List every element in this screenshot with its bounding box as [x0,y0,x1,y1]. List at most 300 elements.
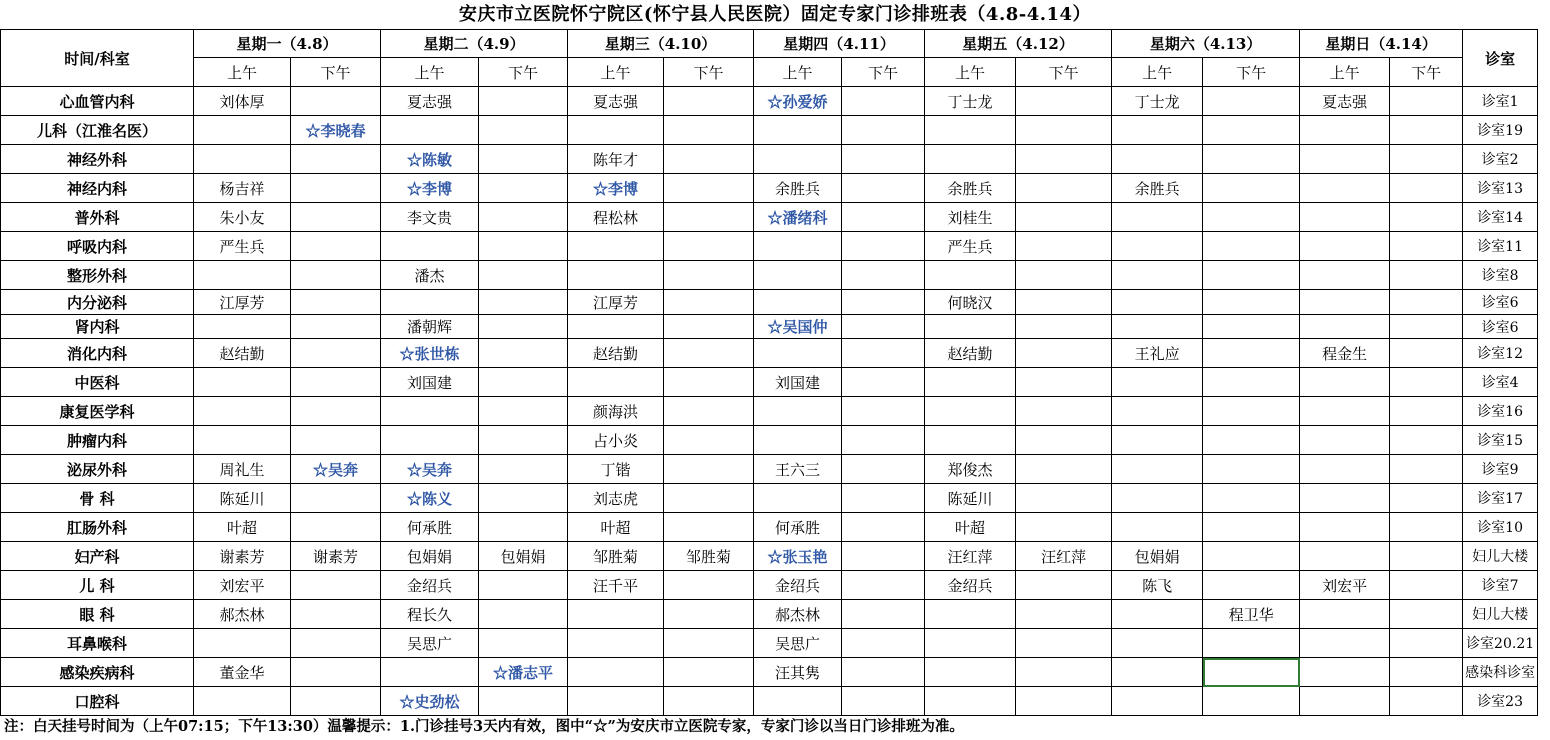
doctor-cell [479,145,568,174]
doctor-cell [291,658,381,687]
table-row [1,368,1550,397]
doctor-cell [1203,513,1300,542]
doctor-cell [1112,145,1203,174]
doctor-cell [1016,315,1112,339]
room-cell: 诊室10 [1463,513,1538,542]
doctor-cell [1390,571,1463,600]
doctor-cell [1016,397,1112,426]
doctor-cell: 汪其隽 [754,658,842,687]
doctor-cell [925,426,1016,455]
doctor-cell [842,116,925,145]
header-am: 上午 [194,58,291,87]
doctor-cell [291,397,381,426]
doctor-cell: 赵结勤 [194,339,291,368]
doctor-cell [291,315,381,339]
doctor-cell [1203,315,1300,339]
doctor-cell [664,145,754,174]
doctor-cell: ☆潘绪科 [754,203,842,232]
doctor-cell [194,629,291,658]
room-cell: 诊室1 [1463,87,1538,116]
doctor-cell: 陈年才 [568,145,664,174]
doctor-cell: ☆孙爱娇 [754,87,842,116]
doctor-cell: 包娟娟 [381,542,479,571]
doctor-cell [1300,426,1390,455]
doctor-cell [664,116,754,145]
doctor-cell [568,600,664,629]
doctor-cell [842,397,925,426]
doctor-cell [1016,484,1112,513]
doctor-cell [754,687,842,716]
table-row [1,397,1550,426]
doctor-cell [568,261,664,290]
doctor-cell: 郝杰林 [754,600,842,629]
doctor-cell [1300,513,1390,542]
doctor-cell: ☆李晓春 [291,116,381,145]
dept-cell: 耳鼻喉科 [1,629,194,658]
doctor-cell [1016,455,1112,484]
doctor-cell [754,145,842,174]
doctor-cell [1203,658,1300,687]
table-row [1,542,1550,571]
doctor-cell: 陈延川 [925,484,1016,513]
doctor-cell [291,232,381,261]
doctor-cell [194,116,291,145]
doctor-cell: 周礼生 [194,455,291,484]
doctor-cell [291,290,381,315]
schedule-table [0,29,1550,716]
doctor-cell [1300,600,1390,629]
doctor-cell [194,368,291,397]
doctor-cell [1203,455,1300,484]
doctor-cell [754,290,842,315]
doctor-cell [842,513,925,542]
doctor-cell: 潘杰 [381,261,479,290]
doctor-cell [568,368,664,397]
header-pm: 下午 [1203,58,1300,87]
room-cell: 妇儿大楼 [1463,600,1538,629]
header-day: 星期四（4.11） [754,30,925,58]
doctor-cell [291,368,381,397]
table-row [1,203,1550,232]
doctor-cell: 叶超 [194,513,291,542]
doctor-cell [291,261,381,290]
doctor-cell [1300,455,1390,484]
doctor-cell [925,397,1016,426]
doctor-cell: 丁锴 [568,455,664,484]
doctor-cell [479,339,568,368]
room-cell: 诊室14 [1463,203,1538,232]
doctor-cell [664,658,754,687]
doctor-cell [194,261,291,290]
doctor-cell [1390,145,1463,174]
dept-cell: 泌尿外科 [1,455,194,484]
room-cell: 诊室20.21 [1463,629,1538,658]
dept-cell: 肛肠外科 [1,513,194,542]
doctor-cell [479,203,568,232]
doctor-cell [1016,87,1112,116]
doctor-cell [664,290,754,315]
doctor-cell [1016,426,1112,455]
doctor-cell [1203,484,1300,513]
doctor-cell [1300,658,1390,687]
doctor-cell: 汪红萍 [1016,542,1112,571]
table-row [1,290,1550,315]
doctor-cell [1016,116,1112,145]
doctor-cell: 陈延川 [194,484,291,513]
dept-cell: 神经外科 [1,145,194,174]
room-cell: 诊室17 [1463,484,1538,513]
doctor-cell [1112,629,1203,658]
doctor-cell [1390,290,1463,315]
doctor-cell [1016,232,1112,261]
doctor-cell: 潘朝辉 [381,315,479,339]
doctor-cell: 刘国建 [381,368,479,397]
doctor-cell [1300,368,1390,397]
doctor-cell [1300,261,1390,290]
dept-cell: 感染疾病科 [1,658,194,687]
doctor-cell [842,290,925,315]
doctor-cell [1016,203,1112,232]
doctor-cell [479,87,568,116]
doctor-cell [479,397,568,426]
doctor-cell [291,571,381,600]
doctor-cell: 程卫华 [1203,600,1300,629]
doctor-cell [1203,368,1300,397]
header-pm: 下午 [1016,58,1112,87]
header-day: 星期一（4.8） [194,30,381,58]
doctor-cell [925,145,1016,174]
doctor-cell [1112,232,1203,261]
doctor-cell: 夏志强 [381,87,479,116]
doctor-cell: 夏志强 [1300,87,1390,116]
table-row [1,687,1550,716]
doctor-cell [479,261,568,290]
doctor-cell [1390,368,1463,397]
doctor-cell [568,232,664,261]
doctor-cell [291,174,381,203]
table-row [1,232,1550,261]
doctor-cell: 金绍兵 [754,571,842,600]
header-day: 星期六（4.13） [1112,30,1300,58]
doctor-cell: 何承胜 [381,513,479,542]
doctor-cell [479,315,568,339]
doctor-cell: 刘志虎 [568,484,664,513]
doctor-cell [1203,571,1300,600]
doctor-cell [1390,315,1463,339]
doctor-cell [1112,658,1203,687]
doctor-cell [842,658,925,687]
doctor-cell: 丁士龙 [925,87,1016,116]
doctor-cell [1390,87,1463,116]
doctor-cell [1390,339,1463,368]
doctor-cell: 严生兵 [925,232,1016,261]
room-cell: 诊室13 [1463,174,1538,203]
doctor-cell: 刘国建 [754,368,842,397]
doctor-cell [1203,397,1300,426]
doctor-cell [842,315,925,339]
doctor-cell [1390,426,1463,455]
doctor-cell [479,174,568,203]
doctor-cell [925,368,1016,397]
doctor-cell [842,629,925,658]
doctor-cell [291,629,381,658]
doctor-cell [1300,484,1390,513]
doctor-cell: 余胜兵 [754,174,842,203]
doctor-cell [664,232,754,261]
doctor-cell [479,426,568,455]
doctor-cell [479,455,568,484]
doctor-cell [1016,174,1112,203]
doctor-cell: ☆张世栋 [381,339,479,368]
dept-cell: 眼 科 [1,600,194,629]
dept-cell: 普外科 [1,203,194,232]
doctor-cell [1300,203,1390,232]
doctor-cell [194,315,291,339]
doctor-cell: 吴思广 [381,629,479,658]
dept-cell: 妇产科 [1,542,194,571]
doctor-cell [1112,600,1203,629]
doctor-cell: 朱小友 [194,203,291,232]
header-am: 上午 [381,58,479,87]
doctor-cell [291,339,381,368]
doctor-cell [194,397,291,426]
doctor-cell [1390,397,1463,426]
doctor-cell [842,339,925,368]
doctor-cell: 丁士龙 [1112,87,1203,116]
table-row [1,629,1550,658]
doctor-cell [754,484,842,513]
doctor-cell [1112,426,1203,455]
doctor-cell [1016,368,1112,397]
dept-cell: 心血管内科 [1,87,194,116]
doctor-cell [479,290,568,315]
doctor-cell: 汪红萍 [925,542,1016,571]
header-pm: 下午 [664,58,754,87]
doctor-cell [1300,174,1390,203]
doctor-cell [664,261,754,290]
doctor-cell [664,571,754,600]
header-row-periods [1,58,1550,87]
dept-cell: 整形外科 [1,261,194,290]
table-row [1,426,1550,455]
doctor-cell [754,261,842,290]
table-row [1,484,1550,513]
header-am: 上午 [1300,58,1390,87]
doctor-cell [664,629,754,658]
doctor-cell [842,542,925,571]
doctor-cell: 郑俊杰 [925,455,1016,484]
doctor-cell [381,658,479,687]
doctor-cell [842,87,925,116]
doctor-cell [1016,290,1112,315]
doctor-cell [842,600,925,629]
doctor-cell: 余胜兵 [925,174,1016,203]
header-am: 上午 [568,58,664,87]
doctor-cell [291,513,381,542]
doctor-cell [842,145,925,174]
doctor-cell [1112,203,1203,232]
doctor-cell [664,368,754,397]
doctor-cell [479,116,568,145]
doctor-cell: 郝杰林 [194,600,291,629]
doctor-cell [568,658,664,687]
doctor-cell [479,484,568,513]
doctor-cell [664,484,754,513]
header-day: 星期五（4.12） [925,30,1112,58]
doctor-cell [1016,261,1112,290]
doctor-cell: 金绍兵 [925,571,1016,600]
doctor-cell [194,145,291,174]
doctor-cell: 余胜兵 [1112,174,1203,203]
header-row-days [1,30,1550,58]
dept-cell: 呼吸内科 [1,232,194,261]
doctor-cell [754,232,842,261]
room-cell: 妇儿大楼 [1463,542,1538,571]
room-cell: 诊室6 [1463,290,1538,315]
doctor-cell [1203,145,1300,174]
dept-cell: 神经内科 [1,174,194,203]
header-pm: 下午 [1390,58,1463,87]
doctor-cell [568,116,664,145]
doctor-cell [1390,261,1463,290]
table-row [1,513,1550,542]
dept-cell: 肾内科 [1,315,194,339]
dept-cell: 康复医学科 [1,397,194,426]
header-pm: 下午 [479,58,568,87]
dept-cell: 中医科 [1,368,194,397]
doctor-cell: 陈飞 [1112,571,1203,600]
doctor-cell [842,174,925,203]
doctor-cell: 包娟娟 [479,542,568,571]
doctor-cell [479,629,568,658]
dept-cell: 儿科（江淮名医） [1,116,194,145]
doctor-cell [1112,368,1203,397]
doctor-cell [1112,484,1203,513]
doctor-cell [194,426,291,455]
doctor-cell [925,687,1016,716]
doctor-cell [479,600,568,629]
doctor-cell [1390,484,1463,513]
dept-cell: 骨 科 [1,484,194,513]
doctor-cell [479,513,568,542]
room-cell: 诊室4 [1463,368,1538,397]
doctor-cell: 邹胜菊 [664,542,754,571]
doctor-cell [664,87,754,116]
doctor-cell [291,484,381,513]
doctor-cell: 刘桂生 [925,203,1016,232]
doctor-cell: 杨吉祥 [194,174,291,203]
header-day: 星期日（4.14） [1300,30,1463,58]
doctor-cell [1112,455,1203,484]
doctor-cell [664,687,754,716]
doctor-cell [925,600,1016,629]
doctor-cell [1390,513,1463,542]
doctor-cell [479,687,568,716]
doctor-cell [291,426,381,455]
doctor-cell [925,629,1016,658]
room-cell: 诊室12 [1463,339,1538,368]
doctor-cell [1016,600,1112,629]
doctor-cell [1203,629,1300,658]
doctor-cell [1112,687,1203,716]
doctor-cell [1390,629,1463,658]
header-time-dept: 时间/科室 [1,30,194,87]
doctor-cell [479,232,568,261]
table-row [1,658,1550,687]
doctor-cell [842,687,925,716]
doctor-cell [381,116,479,145]
doctor-cell [1203,116,1300,145]
doctor-cell: 董金华 [194,658,291,687]
doctor-cell [664,600,754,629]
dept-cell: 肿瘤内科 [1,426,194,455]
table-row [1,145,1550,174]
header-day: 星期三（4.10） [568,30,754,58]
doctor-cell [1390,600,1463,629]
doctor-cell [381,397,479,426]
doctor-cell [1300,290,1390,315]
table-row [1,261,1550,290]
doctor-cell: 谢素芳 [291,542,381,571]
table-row [1,455,1550,484]
doctor-cell [291,600,381,629]
doctor-cell [479,571,568,600]
page-title: 安庆市立医院怀宁院区(怀宁县人民医院）固定专家门诊排班表（4.8-4.14） [458,4,1092,25]
doctor-cell: 江厚芳 [194,290,291,315]
doctor-cell [925,315,1016,339]
doctor-cell: 刘宏平 [1300,571,1390,600]
dept-cell: 儿 科 [1,571,194,600]
doctor-cell: 李文贵 [381,203,479,232]
doctor-cell: 程松林 [568,203,664,232]
doctor-cell: 严生兵 [194,232,291,261]
doctor-cell [925,261,1016,290]
table-row [1,87,1550,116]
footer-note: 注：白天挂号时间为（上午07:15；下午13:30）温馨提示：1.门诊挂号3天内有效，图中“☆”为安庆市立医院专家，专家门诊以当日门诊排班为准。 [4,718,964,735]
table-row [1,339,1550,368]
doctor-cell [1390,203,1463,232]
doctor-cell [1300,542,1390,571]
dept-cell: 消化内科 [1,339,194,368]
header-pm: 下午 [291,58,381,87]
table-row [1,600,1550,629]
doctor-cell [1390,542,1463,571]
doctor-cell [664,315,754,339]
doctor-cell [1300,629,1390,658]
doctor-cell [1016,658,1112,687]
doctor-cell: 吴思广 [754,629,842,658]
dept-cell: 口腔科 [1,687,194,716]
doctor-cell: ☆张玉艳 [754,542,842,571]
table-row [1,174,1550,203]
header-pm: 下午 [842,58,925,87]
doctor-cell: ☆吴奔 [381,455,479,484]
doctor-cell: 何承胜 [754,513,842,542]
doctor-cell [1390,687,1463,716]
table-row [1,116,1550,145]
doctor-cell [291,203,381,232]
doctor-cell [381,290,479,315]
room-cell: 诊室2 [1463,145,1538,174]
doctor-cell [664,397,754,426]
doctor-cell: 程长久 [381,600,479,629]
doctor-cell [842,571,925,600]
room-cell: 感染科诊室 [1463,658,1538,687]
doctor-cell [1300,315,1390,339]
doctor-cell: ☆吴奔 [291,455,381,484]
room-cell: 诊室23 [1463,687,1538,716]
doctor-cell [664,455,754,484]
